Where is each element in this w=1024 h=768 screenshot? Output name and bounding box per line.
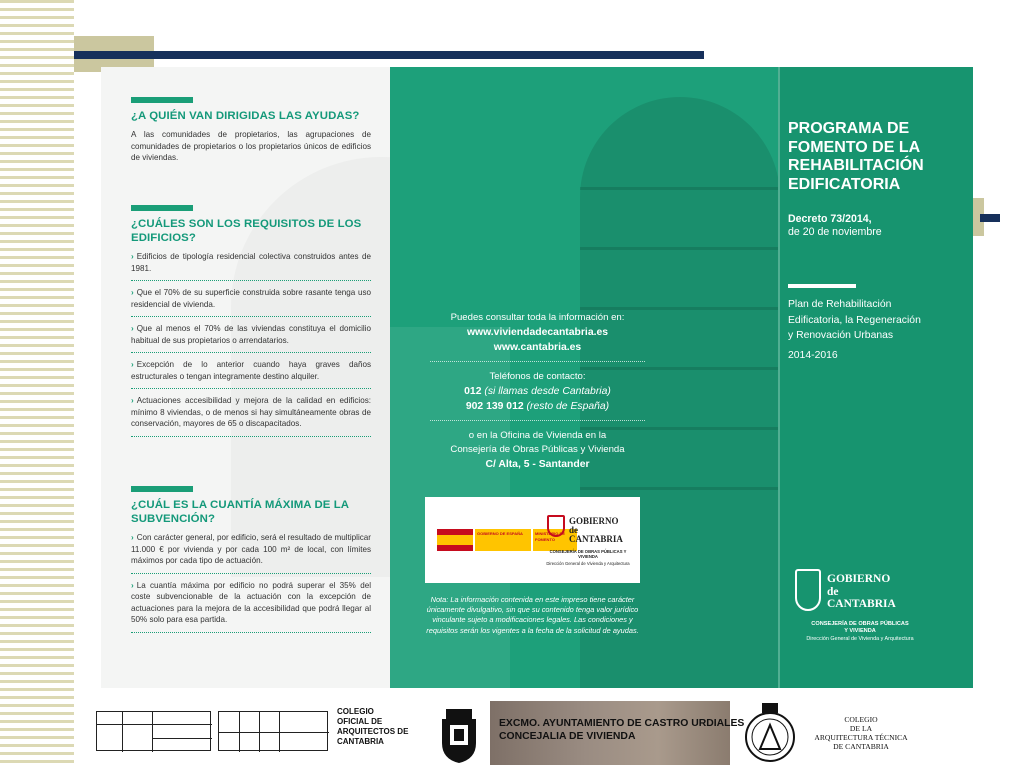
sponsor-logo-box [425,497,640,583]
amount-list [131,532,371,633]
divider [430,361,645,362]
section-amount [131,486,371,639]
technical-architecture-logo-text: COLEGIO DE LA ARQUITECTURA TÉCNICA DE CANTABRIA [814,715,908,751]
arrow-icon: › [131,324,134,333]
spain-government-label: GOBIERNO DE ESPAÑA [475,529,531,551]
section-heading: ¿CUÁL ES LA CUANTÍA MÁXIMA DE LA SUBVENCIÓN? [131,499,349,525]
tower-ring [580,247,780,250]
arrow-icon: › [131,252,134,261]
phone-number: 012 [464,386,482,397]
contact-info [430,311,645,472]
phone-note: (resto de España) [526,401,610,412]
decorative-stripes [0,0,74,768]
disclaimer-note: Nota: La información contenida en este impreso tiene carácter únicamente divulgativo, sin que su contenido tenga valor jurídico vinculante sujeto a modificaciones legales. Las condiciones y requisitos serán los vigentes a la fecha de la solicitud de ayudas. [426,595,639,635]
office-text: o en la Oficina de Vivienda en la [468,430,607,441]
list-item: › Excepción de lo anterior cuando haya graves daños estructurales o tengan integramente destino alquiler. [131,359,371,389]
ministry-label: MINISTERIO DE FOMENTO [533,529,577,551]
decorative-navy-bar [74,51,704,59]
brochure [101,67,973,688]
section-bar [131,205,193,211]
decorative-navy-tick [980,214,1000,222]
plan-years: 2014-2016 [788,350,838,361]
cantabria-directorate: Dirección General de Vivienda y Arquitectura [806,636,914,642]
cantabria-shield-icon [547,515,565,537]
section-requirements [131,205,371,443]
section-heading: ¿A QUIÉN VAN DIRIGIDAS LAS AYUDAS? [131,110,360,122]
green-panel [390,67,973,688]
panel-divider [778,67,780,688]
tower-ring [580,487,780,490]
cantabria-shield-icon [795,569,821,611]
website-link[interactable]: www.viviendadecantabria.es [466,327,609,338]
arrow-icon: › [131,288,134,297]
list-item: › Actuaciones accesibilidad y mejora de la calidad en edificios: mínimo 8 viviendas, o de menos si hay simultáneamente obras de conservación, mayores de 65 o discapacitados. [131,395,371,437]
list-item: › Con carácter general, por edificio, será el resultado de multiplicar 11.000 € por vivienda y por cada 100 m² de local, con límites máximos por cada tipo de actuación. [131,532,371,574]
arrow-icon: › [131,396,134,405]
section-bar [131,97,193,103]
phone-note: (si llamas desde Cantabria) [484,386,611,397]
plan-name: Plan de Rehabilitación Edificatoria, la Regeneración y Renovación Urbanas [788,299,921,341]
arrow-icon: › [131,360,134,369]
section-heading: ¿CUÁLES SON LOS REQUISITOS DE LOS EDIFICIOS? [131,218,362,244]
list-item: › Edificios de tipología residencial colectiva construidos antes de 1981. [131,251,371,281]
office-text: Consejería de Obras Públicas y Vivienda [450,444,625,455]
contact-intro: Puedes consultar toda la información en: [450,312,625,323]
section-bar [131,486,193,492]
cantabria-directorate: Dirección General de Vivienda y Arquitectura [546,561,630,566]
decree-reference: Decreto 73/2014, de 20 de noviembre [788,213,882,238]
spain-flag-icon [437,529,473,551]
tower-ring [580,187,780,190]
divider [430,420,645,421]
phone-number: 902 139 012 [465,401,524,412]
office-address: C/ Alta, 5 - Santander [485,459,590,470]
brochure-title: PROGRAMA DE FOMENTO DE LA REHABILITACIÓN EDIFICATORIA [788,120,924,193]
architects-plan-drawing [96,711,211,751]
requirements-list [131,251,371,437]
cantabria-logo-text: GOBIERNO de CANTABRIA [827,573,896,610]
tower-ring [580,307,780,310]
section-text: A las comunidades de propietarios, las agrupaciones de comunidades de propietarios o los propietarios únicos de edificios de viviendas. [131,130,371,162]
footer-logos [0,697,1024,768]
left-panel [101,67,390,688]
arrow-icon: › [131,580,134,590]
cantabria-department: CONSEJERÍA DE OBRAS PÚBLICAS Y VIVIENDA [549,549,627,559]
list-item: › Que el 70% de su superficie construida sobre rasante tenga uso residencial de vivienda. [131,287,371,317]
coa-logo-text: COLEGIO OFICIAL DE ARQUITECTOS DE CANTABRIA [337,707,409,746]
phones-title: Teléfonos de contacto: [489,371,586,382]
arrow-icon: › [131,533,134,542]
cantabria-department: CONSEJERÍA DE OBRAS PÚBLICAS Y VIVIENDA [811,621,909,634]
website-link[interactable]: www.cantabria.es [493,342,582,353]
castro-urdiales-crest-icon [432,705,486,765]
cover-bar [788,284,856,288]
list-item: › La cuantía máxima por edificio no podrá superar el 35% del coste subvencionable de la actuación con la excepción de actuaciones para la mejora de la accesibilidad que podrá llegar al 50% solo para esa partida. [131,580,371,633]
section-recipients [131,97,371,164]
architects-plan-drawing [218,711,328,751]
list-item: › Que al menos el 70% de las viviendas constituya el domicilio habitual de sus propietarios o arrendatarios. [131,323,371,353]
castro-banner-text: EXCMO. AYUNTAMIENTO DE CASTRO URDIALES CONCEJALIA DE VIVIENDA [499,718,745,742]
technical-architecture-crest-icon [738,701,802,765]
cantabria-logo-text: GOBIERNO de CANTABRIA [569,516,623,544]
